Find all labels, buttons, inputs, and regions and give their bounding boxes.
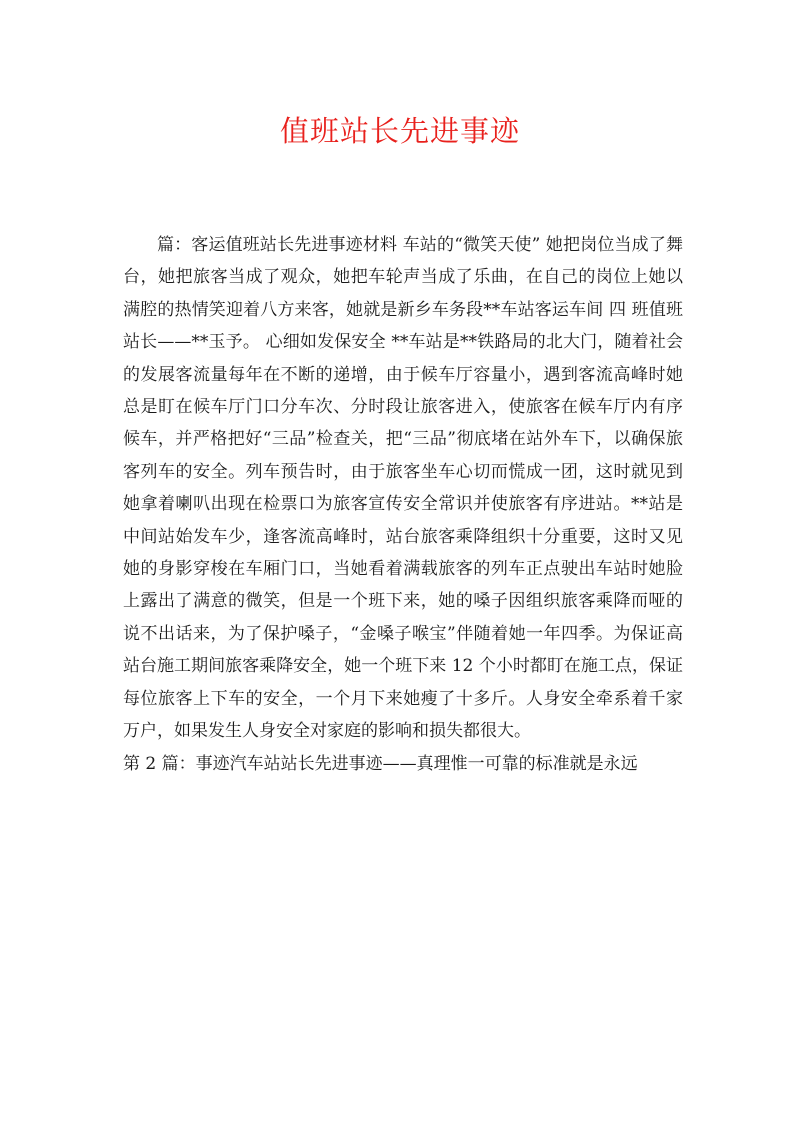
- document-body: [123, 229, 683, 780]
- paragraph-1: 篇：客运值班站长先进事迹材料 车站的“微笑天使” 她把岗位当成了舞台，她把旅客当成了观众，她把车轮声当成了乐曲，在自己的岗位上她以满腔的热情笑迎着八方来客，她就是新乡车务段**车站客运车间 四 班值班站长——**玉予。 心细如发保安全 **车站是**铁路局的北大门，随着社会的发展客流量每年在不断的递增，由于候车厅容量小，遇到客流高峰时她总是盯在候车厅门口分车次、分时段让旅客进入，使旅客在候车厅内有序候车，并严格把好“三品”检查关，把“三品”彻底堵在站外车下，以确保旅客列车的安全。列车预告时，由于旅客坐车心切而慌成一团，这时就见到她拿着喇叭出现在检票口为旅客宣传安全常识并使旅客有序进站。**站是中间站始发车少，逢客流高峰时，站台旅客乘降组织十分重要，这时又见她的身影穿梭在车厢门口，当她看着满载旅客的列车正点驶出车站时她脸上露出了满意的微笑，但是一个班下来，她的嗓子因组织旅客乘降而哑的说不出话来，为了保护嗓子，“金嗓子喉宝”伴随着她一年四季。为保证高站台施工期间旅客乘降安全，她一个班下来 12 个小时都盯在施工点，保证每位旅客上下车的安全，一个月下来她瘦了十多斤。人身安全牵系着千家万户，如果发生人身安全对家庭的影响和损失都很大。: [123, 235, 683, 742]
- paragraph-2: 第 2 篇：事迹汽车站站长先进事迹——真理惟一可靠的标准就是永远: [123, 753, 638, 774]
- document-title: 值班站长先进事迹: [279, 114, 520, 148]
